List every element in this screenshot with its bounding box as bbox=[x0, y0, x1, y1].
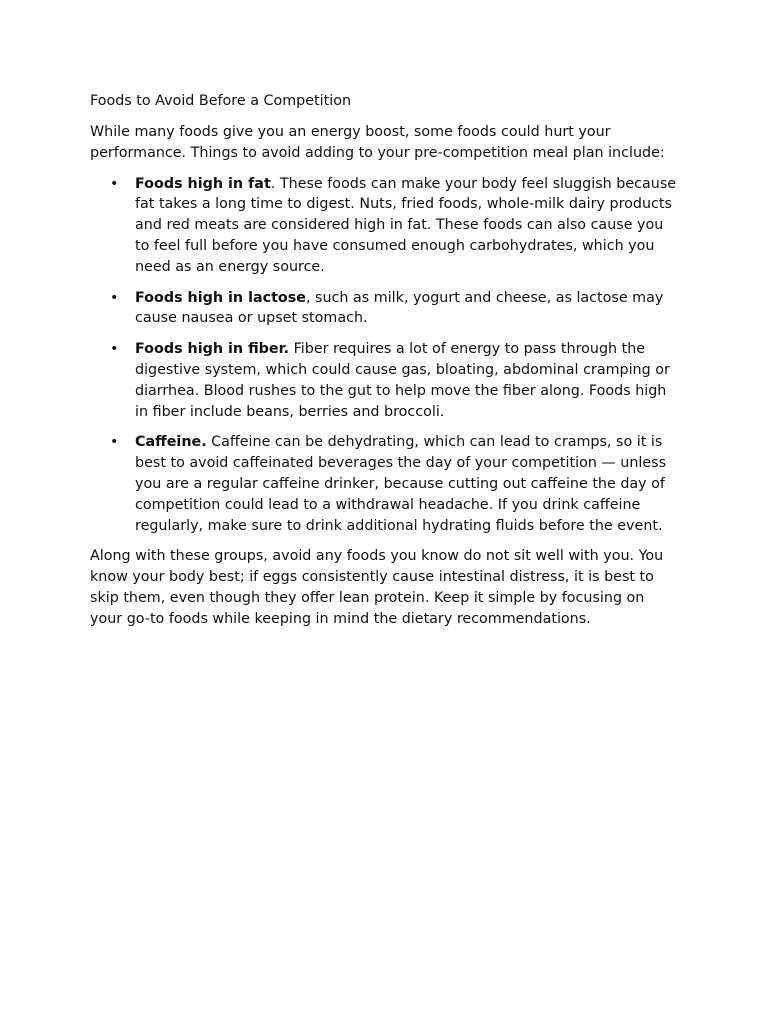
bullet-icon: • bbox=[110, 434, 119, 451]
closing-paragraph: Along with these groups, avoid any foods you know do not sit well with you. You know your body best; if eggs consistently cause intestinal distress, it is best to skip them, even though they offer lean protein. Keep it simple by focusing on your go-to foods while keeping in mind the dietary recommendations. bbox=[90, 548, 664, 627]
list-item-text: Caffeine can be dehydrating, which can lead to cramps, so it is best to avoid caffeinated beverages the day of your competition — unless you are a regular caffeine drinker, because cutting out caffeine the day of competition could lead to a withdrawal headache. If you drink caffeine regularly, make sure to drink additional hydrating fluids before the event. bbox=[135, 434, 667, 534]
list-item-lead: Caffeine. bbox=[135, 434, 207, 451]
list-item bbox=[90, 288, 680, 330]
list-item-lead: Foods high in fiber. bbox=[135, 341, 290, 358]
bullet-icon: • bbox=[110, 341, 119, 358]
foods-to-avoid-list bbox=[90, 174, 680, 537]
list-item-lead: Foods high in fat bbox=[135, 175, 271, 192]
list-item-text: , such as milk, yogurt and cheese, as lactose may cause nausea or upset stomach. bbox=[135, 289, 664, 327]
list-item bbox=[90, 339, 680, 422]
document-title: Foods to Avoid Before a Competition bbox=[90, 93, 352, 109]
bullet-icon: • bbox=[110, 289, 119, 306]
list-item-lead: Foods high in lactose bbox=[135, 289, 306, 306]
list-item bbox=[90, 174, 680, 278]
intro-paragraph: While many foods give you an energy boost, some foods could hurt your performance. Things to avoid adding to your pre-competition meal plan include: bbox=[90, 124, 665, 161]
bullet-icon: • bbox=[110, 175, 119, 192]
list-item-text: Fiber requires a lot of energy to pass through the digestive system, which could cause gas, bloating, abdominal cramping or diarrhea. Blood rushes to the gut to help move the fiber along. Foods high in fiber include beans, berries and broccoli. bbox=[135, 341, 670, 420]
list-item-text: . These foods can make your body feel sluggish because fat takes a long time to digest. Nuts, fried foods, whole-milk dairy products and red meats are considered high in fat. These foods can also cause you to feel full before you have consumed enough carbohydrates, which you need as an energy source. bbox=[135, 175, 677, 275]
document-page bbox=[90, 90, 680, 630]
list-item bbox=[90, 432, 680, 536]
